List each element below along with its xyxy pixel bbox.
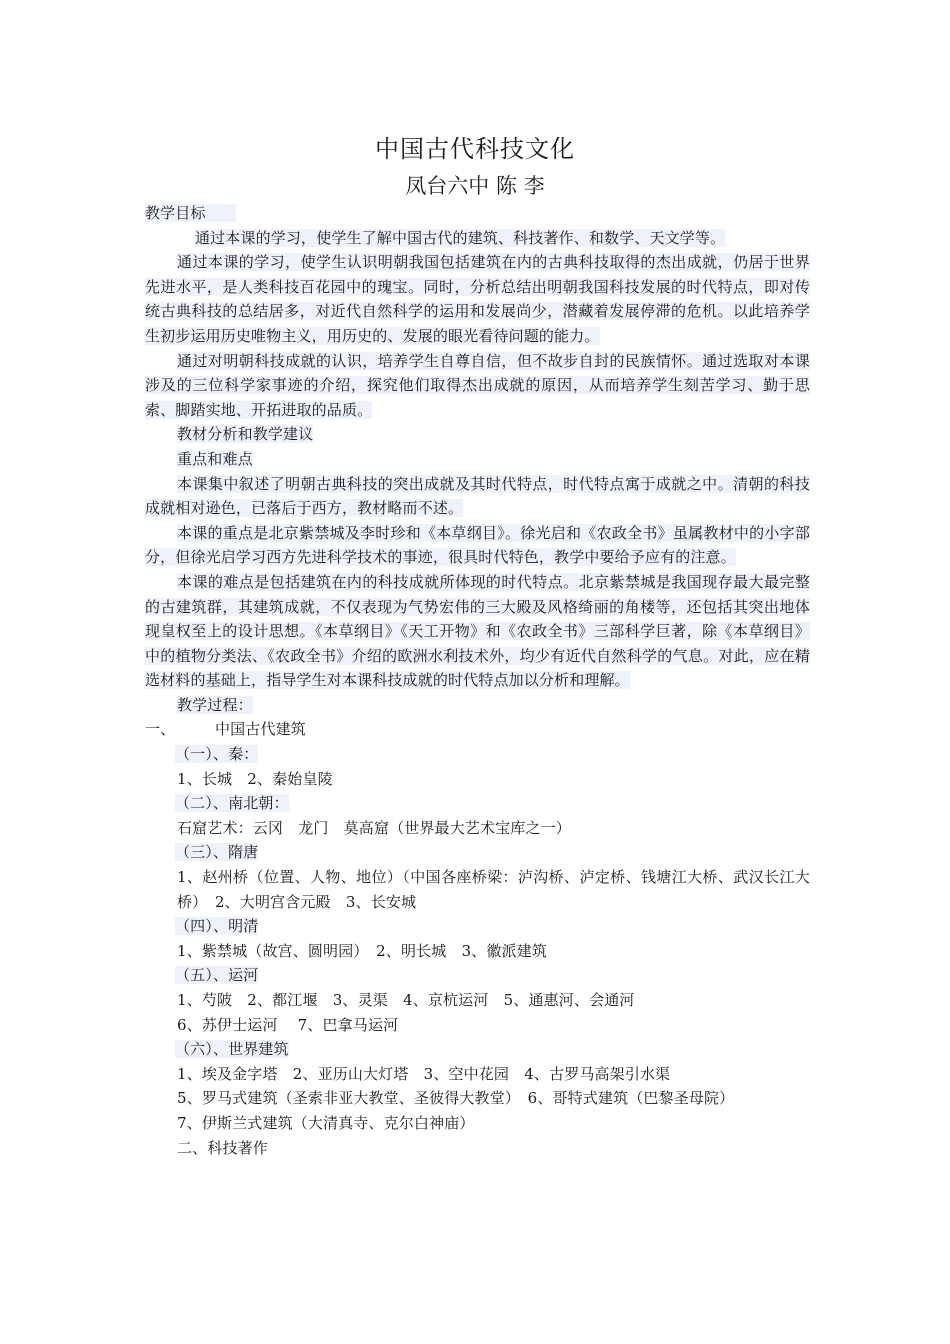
subheading-world: （六）、世界建筑 bbox=[175, 1040, 289, 1059]
paragraph-analysis-1: 本课集中叙述了明朝古典科技的突出成就及其时代特点，时代特点寓于成就之中。清朝的科技成就相对逊色，已落后于西方，教材略而不述。 bbox=[145, 474, 810, 518]
list-canal-2: 6、苏伊士运河 7、巴拿马运河 bbox=[177, 1015, 399, 1034]
subheading-canal: （五）、运河 bbox=[175, 966, 259, 985]
list-canal-1: 1、芍陂 2、都江堰 3、灵渠 4、京杭运河 5、通惠河、会通河 bbox=[177, 991, 635, 1009]
heading-key-points: 重点和难点 bbox=[177, 449, 253, 468]
subheading-nbc: （二）、南北朝： bbox=[175, 794, 289, 813]
paragraph-analysis-3: 本课的难点是包括建筑在内的科技成就所体现的时代特点。北京紫禁城是我国现存最大最完整的古建筑群，其建筑成就，不仅表现为气势宏伟的三大殿及风格绮丽的角楼等，还包括其突出地体现皇权至上的设计思想。《本草纲目》《天工开物》和《农政全书》三部科学巨著，除《本草纲目》中的植物分类法、《农政全书》介绍的欧洲水利技术外，均少有近代自然科学的气息。对此，应在精选材料的基础上，指导学生对本课科技成就的时代特点加以分析和理解。 bbox=[145, 572, 810, 690]
heading-analysis: 教材分析和教学建议 bbox=[177, 425, 314, 444]
list-world-3: 7、伊斯兰式建筑（大清真寺、克尔白神庙） bbox=[177, 1113, 475, 1132]
list-nbc: 石窟艺术：云冈 龙门 莫高窟（世界最大艺术宝库之一） bbox=[177, 818, 571, 837]
heading-process: 教学过程： bbox=[177, 695, 253, 714]
list-sui-tang: 1、赵州桥（位置、人物、地位）（中国各座桥梁：泸沟桥、泸定桥、钱塘江大桥、武汉长江大桥） 2、大明宫含元殿 3、长安城 bbox=[177, 868, 810, 911]
subheading-sui-tang: （三）、隋唐 bbox=[175, 843, 259, 862]
list-qin: 1、长城 2、秦始皇陵 bbox=[177, 769, 333, 788]
list-ming-qing: 1、紫禁城（故宫、圆明园） 2、明长城 3、徽派建筑 bbox=[177, 941, 548, 960]
paragraph-analysis-2: 本课的重点是北京紫禁城及李时珍和《本草纲目》。徐光启和《农政全书》虽属教材中的小字部分，但徐光启学习西方先进科学技术的事迹，很具时代特色，教学中要给予应有的注意。 bbox=[145, 523, 810, 567]
part1-title: 中国古代建筑 bbox=[215, 720, 306, 739]
part1-number: 一、 bbox=[145, 720, 176, 739]
list-world-1: 1、埃及金字塔 2、亚历山大灯塔 3、空中花园 4、古罗马高架引水渠 bbox=[177, 1064, 671, 1083]
paragraph-goal-1: 通过本课的学习，使学生了解中国古代的建筑、科技著作、和数学、天文学等。 bbox=[195, 228, 726, 247]
part1-heading bbox=[145, 717, 810, 742]
paragraph-goal-3: 通过对明朝科技成就的认识，培养学生自尊自信，但不故步自封的民族情怀。通过选取对本课涉及的三位科学家事迹的介绍，探究他们取得杰出成就的原因，从而培养学生刻苦学习、勤于思索、脚踏实地、开拓进取的品质。 bbox=[145, 351, 810, 419]
document-author: 凤台六中 陈 李 bbox=[405, 174, 545, 198]
heading-teaching-goals: 教学目标 bbox=[145, 201, 810, 226]
part2-heading: 二、科技著作 bbox=[177, 1138, 268, 1157]
list-world-2: 5、罗马式建筑（圣索非亚大教堂、圣彼得大教堂） 6、哥特式建筑（巴黎圣母院） bbox=[177, 1089, 735, 1108]
document-body bbox=[145, 201, 810, 1160]
subheading-ming-qing: （四）、明清 bbox=[175, 917, 259, 936]
document-title: 中国古代科技文化 bbox=[375, 135, 575, 163]
subheading-qin: （一）、秦： bbox=[175, 745, 259, 764]
paragraph-goal-2: 通过本课的学习，使学生认识明朝我国包括建筑在内的古典科技取得的杰出成就，仍居于世界先进水平，是人类科技百花园中的瑰宝。同时，分析总结出明朝我国科技发展的时代特点，即对传统古典科技的总结居多，对近代自然科学的运用和发展尚少，潜藏着发展停滞的危机。以此培养学生初步运用历史唯物主义，用历史的、发展的眼光看待问题的能力。 bbox=[145, 253, 810, 345]
